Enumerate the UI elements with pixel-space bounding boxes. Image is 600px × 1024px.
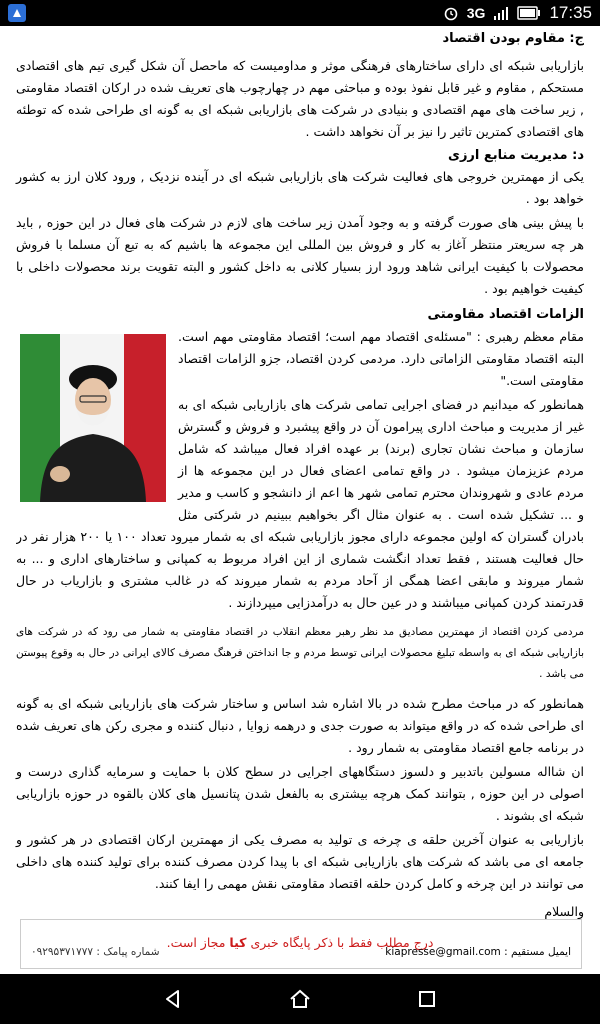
status-bar (0, 0, 600, 26)
paragraph: همانطور که در مباحث مطرح شده در بالا اشاره شد اساس و ساختار شرکت های بازاریابی شبکه ای به گونه ای طراحی شده که در واقع میتواند به صورت جدی و درهمه زوایا , دنبال کننده و مجری رکن های تعریف شده در برنامه جامع اقتصاد مقاومتی به شمار رود . (16, 696, 584, 755)
clock: 17:35 (549, 3, 592, 22)
leader-portrait-image (20, 334, 166, 502)
portrait-block (16, 326, 584, 616)
paragraph: با پیش بینی های صورت گرفته و به وجود آمدن زیر ساخت های لازم در شرکت های فعال در این حوزه , باید هر چه سریعتر منتظر آغاز به کار و فروش بین المللی این مجموعه ها باشیم که به تبع آن مسلما با فروش محصولات با کیفیت ایرانی شاهد ورود ارز بسیار کلانی به داخل کشور و البته تقویت برند محصولات داخلی با کیفیت خواهیم بود . (16, 215, 584, 296)
sms-label: شماره پیامک : (96, 946, 160, 958)
navigation-bar (0, 974, 600, 1024)
paragraph: یکی از مهمترین خروجی های فعالیت شرکت های بازاریابی شبکه ای در آینده نزدیک , ورود کلان ارز به کشور خواهد بود . (16, 169, 584, 206)
app-icon (8, 4, 26, 22)
sms-value[interactable]: ۰۹۲۹۵۳۷۱۷۷۷ (31, 946, 94, 958)
notice-suffix: مجاز است. (166, 935, 226, 950)
back-button[interactable] (155, 981, 191, 1017)
paragraph: ان شااله مسولین باتدبیر و دلسوز دستگاههای اجرایی در سطح کلان با حمایت و سرمایه گذاری درست و اصولی در این حوزه , بتوانند کمک هرچه بیشتری به بالفعل شدن پتانسیل های کلان بالقوه در حوزه بازاریابی شبکه ای بشوند . (16, 764, 584, 823)
back-icon (161, 987, 185, 1011)
article-content (0, 26, 600, 974)
battery-icon (517, 6, 541, 20)
heading-currency-management: د: مدیریت منابع ارزی (448, 148, 584, 163)
notice-prefix: درج مطلب فقط با ذکر پایگاه خبری (250, 935, 434, 950)
paragraph: بازاریابی به عنوان آخرین حلقه ی چرخه ی تولید به مصرف یکی از مهمترین ارکان اقتصادی در هر کشور و جامعه ای می باشد که شرکت های بازاریابی شبکه ای با پیدا کردن مصرف کننده برای تولید کننده های داخلی می توانند در این چرخه و کامل کردن حلقه اقتصاد مقاومتی نقش مهمی را ایفا کنند. (16, 832, 584, 891)
home-button[interactable] (282, 981, 318, 1017)
alarm-icon (443, 5, 459, 21)
paragraph: همانطور که میدانیم در فضای اجرایی تمامی شرکت های بازاریابی شبکه ای به غیر از مدیریت و مباحث اداری پیرامون آن در واقع پیشبرد و فروش و گسترش سازمان و مباحث نشان تجاری (برند) بر عهده افراد فعال میباشد که شامل مردم عزیزمان میشود . در واقع تمامی اعضای فعال در این مجموعه ها از مردم عادی و شهروندان محترم تمامی شهر ها اعم از دانشجو و کاسب و مدیر و ... تشکیل شده است . به عنوان مثال اگر بخواهیم ببینیم در شرکتی مثل بادران گستران که اولین مجموعه دارای مجوز بازاریابی شبکه ای به شمار میرود تعداد ۱۰۰ یا ۲۰۰ هزار نفر در حال فعالیت هستند , فقط تعداد انگشت شماری از این افراد مربوط به کمپانی و ساختارهای اداری و ... به شمار میروند و مابقی اعضا همگی از آحاد مردم به شمار میروند که در غالب مشتری و بازاریاب در حال قدرتمند کردن کمپانی میباشند و در عین حال به درآمدزایی میپردازند . (16, 397, 584, 610)
contact-box (20, 919, 582, 969)
network-type: 3G (466, 5, 486, 21)
heading-economic-resistance: ج: مقاوم بودن اقتصاد (442, 31, 584, 46)
email-label: ایمیل مستقیم : (504, 946, 571, 958)
signal-icon (493, 5, 509, 21)
leader-quote: مقام معظم رهبری : "مسئله‌ی اقتصاد مهم است؛ اقتصاد مقاومتی مهم است. البته اقتصاد مقاومتی الزاماتی دارد. مردمی کردن اقتصاد، جزو الزامات اقتصاد مقاومتی است." (178, 329, 584, 388)
recents-button[interactable] (409, 981, 445, 1017)
email-link[interactable]: kiapresse@gmail.com (385, 946, 501, 958)
recents-icon (415, 987, 439, 1011)
section-title: الزامات اقتصاد مقاومتی (427, 307, 584, 322)
home-icon (288, 987, 312, 1011)
closing-text: والسلام (544, 904, 584, 919)
notice-brand: کیا (229, 935, 247, 950)
paragraph: بازاریابی شبکه ای دارای ساختارهای فرهنگی موثر و مداومیست که ماحصل آن شکل گیری تیم های اقتصادی مستحکم , مقاوم و غیر قابل نفوذ بوده و مباحثی مهم در چهارچوب های تعریف شده در ارکان اقتصاد مقاومتی , زیر ساخت های مهم اقتصادی و بنیادی در شرکت های بازاریابی شبکه ای به گونه ای طراحی شده که توطئه های اقتصادی کمترین تاثیر را نیز بر آن نخواهد داشت . (16, 58, 584, 139)
small-note: مردمی کردن اقتصاد از مهمترین مصادیق مد نظر رهبر معظم انقلاب در اقتصاد مقاومتی به شمار می رود که در شرکت های بازاریابی شبکه ای به واسطه تبلیغ محصولات ایرانی توسط مردم و جا انداختن فرهنگ مصرف کالای ایرانی در حال به وقوع پیوستن می باشد . (16, 626, 584, 680)
sms-number (31, 946, 160, 958)
